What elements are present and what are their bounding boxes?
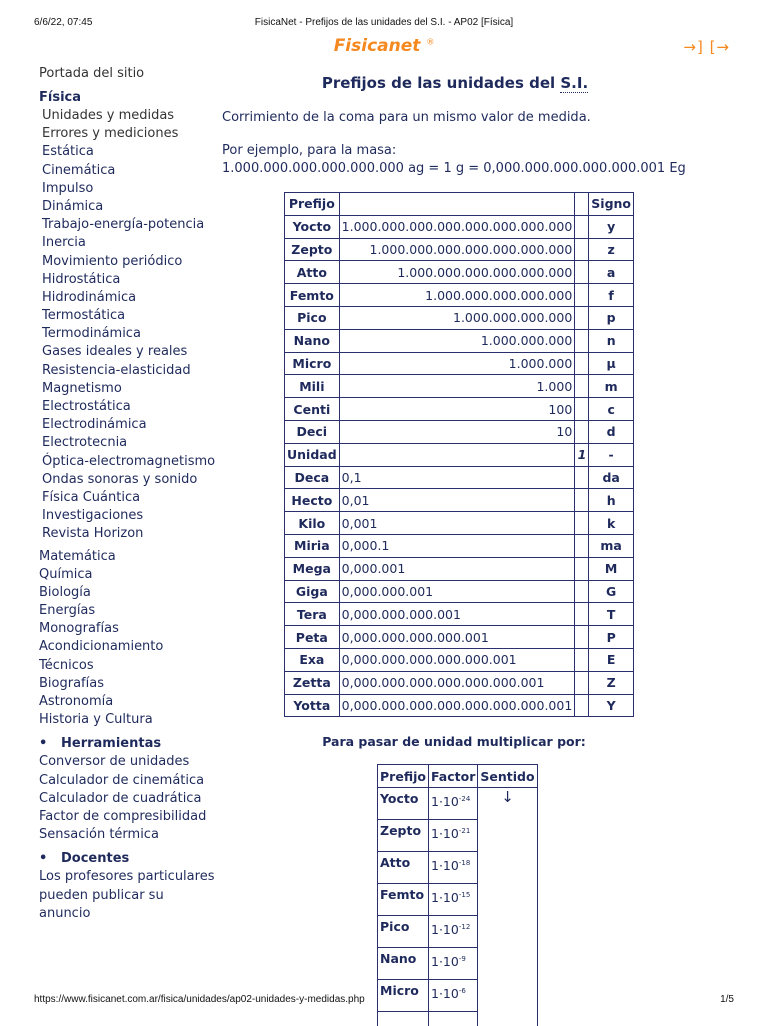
prefix-name: Unidad <box>285 443 340 466</box>
sidebar-item[interactable]: Óptica-electromagnetismo <box>42 453 219 471</box>
sidebar-subject-item[interactable]: Biografías <box>39 675 219 693</box>
factor-base: 1·10 <box>431 922 459 937</box>
table-row <box>285 238 634 261</box>
prefix-value: 1.000.000.000.000 <box>339 306 575 329</box>
sidebar-item[interactable]: Movimiento periódico <box>42 253 219 271</box>
table-row <box>285 626 634 649</box>
sidebar-item[interactable]: Impulso <box>42 180 219 198</box>
tool-link[interactable]: Calculador de cuadrática <box>39 790 219 808</box>
header-prefix: Prefijo <box>285 193 340 216</box>
table-row <box>378 916 538 948</box>
registered-mark: ® <box>426 37 434 46</box>
sidebar-item[interactable]: Unidades y medidas <box>42 107 219 125</box>
site-logo-text: Fisicanet <box>334 36 421 56</box>
prefix-sign: f <box>589 284 634 307</box>
factor-prefix: Micro <box>378 980 429 1012</box>
sidebar-item[interactable]: Revista Horizon <box>42 525 219 543</box>
prefix-name: Hecto <box>285 489 340 512</box>
tools-heading-label: Herramientas <box>61 736 161 751</box>
unit-value <box>575 284 589 307</box>
factor-exponent: -15 <box>459 891 470 899</box>
sidebar-item[interactable]: Hidrodinámica <box>42 289 219 307</box>
factor-table <box>377 764 538 1026</box>
direction-cell <box>478 948 537 980</box>
factor-exponent: -18 <box>459 859 470 867</box>
prefix-value: 1.000.000.000 <box>339 329 575 352</box>
factor-prefix: Nano <box>378 948 429 980</box>
prefix-sign: k <box>589 512 634 535</box>
prefix-name: Yocto <box>285 215 340 238</box>
unit-value <box>575 352 589 375</box>
table-row <box>285 648 634 671</box>
factor-value <box>429 948 478 980</box>
prefix-name: Zetta <box>285 671 340 694</box>
login-icon[interactable] <box>683 38 730 56</box>
unit-value <box>575 694 589 717</box>
sidebar-item[interactable]: Termodinámica <box>42 325 219 343</box>
print-title: FisicaNet - Prefijos de las unidades del S.I. - AP02 [Física] <box>0 17 768 28</box>
prefix-value: 1.000.000.000.000.000.000.000.000 <box>339 215 575 238</box>
prefix-name: Deci <box>285 420 340 443</box>
prefix-name: Mega <box>285 557 340 580</box>
login-icon-glyphs: →] [→ <box>683 38 730 56</box>
unit-value <box>575 261 589 284</box>
sidebar-item[interactable]: Electrostática <box>42 398 219 416</box>
unit-value <box>575 671 589 694</box>
unit-value <box>575 306 589 329</box>
table-row <box>285 420 634 443</box>
factor-value <box>429 852 478 884</box>
sidebar-item[interactable]: Resistencia-elasticidad <box>42 362 219 380</box>
unit-value <box>575 648 589 671</box>
bullet-icon: • <box>39 735 61 753</box>
arrow-down-icon: ↓ <box>480 788 534 806</box>
factor-exponent: -9 <box>459 955 466 963</box>
table-row <box>285 534 634 557</box>
prefix-name: Zepto <box>285 238 340 261</box>
factor-exponent: -12 <box>459 923 470 931</box>
sidebar-item[interactable]: Trabajo-energía-potencia <box>42 216 219 234</box>
prefix-value: 1.000.000.000.000.000.000.000 <box>339 238 575 261</box>
print-url: https://www.fisicanet.com.ar/fisica/unidades/ap02-unidades-y-medidas.php <box>34 994 365 1005</box>
factor-base: 1·10 <box>431 986 459 1001</box>
prefix-value: 100 <box>339 398 575 421</box>
prefix-value: 0,000.000.000.001 <box>339 603 575 626</box>
sidebar-item[interactable]: Gases ideales y reales <box>42 343 219 361</box>
prefix-value: 0,001 <box>339 512 575 535</box>
prefix-sign: T <box>589 603 634 626</box>
unit-value <box>575 215 589 238</box>
unit-value <box>575 512 589 535</box>
table-row <box>285 512 634 535</box>
table-row <box>285 671 634 694</box>
sidebar-item[interactable]: Electrodinámica <box>42 416 219 434</box>
table-row <box>285 306 634 329</box>
factor-value <box>429 916 478 948</box>
prefix-name: Yotta <box>285 694 340 717</box>
table-row <box>378 948 538 980</box>
prefix-value: 0,000.000.000.000.000.000.000.001 <box>339 694 575 717</box>
prefix-sign: Y <box>589 694 634 717</box>
page-title-text: Prefijos de las unidades del <box>322 74 561 92</box>
prefix-sign: ma <box>589 534 634 557</box>
factor-base: 1·10 <box>431 890 459 905</box>
sidebar-subject-item[interactable]: Matemática <box>39 548 219 566</box>
si-abbreviation: S.I. <box>560 74 588 93</box>
prefix-sign: c <box>589 398 634 421</box>
tools-menu <box>39 753 219 844</box>
factor-value <box>429 788 478 820</box>
sidebar-item-home[interactable]: Portada del sitio <box>39 65 219 83</box>
header-value <box>339 193 575 216</box>
direction-cell <box>478 884 537 916</box>
prefix-name: Pico <box>285 306 340 329</box>
prefix-value: 0,000.000.000.000.001 <box>339 626 575 649</box>
header-unit <box>575 193 589 216</box>
prefix-name: Deca <box>285 466 340 489</box>
table-row <box>285 352 634 375</box>
table-row <box>285 284 634 307</box>
table-row <box>378 852 538 884</box>
sidebar-subject-item[interactable]: Historia y Cultura <box>39 711 219 729</box>
prefix-name: Femto <box>285 284 340 307</box>
unit-value <box>575 238 589 261</box>
prefix-value: 10 <box>339 420 575 443</box>
prefix-name: Tera <box>285 603 340 626</box>
prefix-value: 0,000.000.000.000.000.001 <box>339 648 575 671</box>
prefix-sign: z <box>589 238 634 261</box>
unit-value: 1 <box>575 443 589 466</box>
prefix-sign: a <box>589 261 634 284</box>
prefix-name: Micro <box>285 352 340 375</box>
tool-link[interactable]: Factor de compresibilidad <box>39 808 219 826</box>
prefix-sign: - <box>589 443 634 466</box>
prefix-name: Atto <box>285 261 340 284</box>
prefix-value: 0,000.000.001 <box>339 580 575 603</box>
sidebar-item[interactable]: Cinemática <box>42 162 219 180</box>
example-label: Por ejemplo, para la masa: <box>222 143 396 158</box>
header-prefix: Prefijo <box>378 765 429 788</box>
sidebar-subject-item[interactable]: Acondicionamiento <box>39 638 219 656</box>
factor-value <box>429 884 478 916</box>
print-date: 6/6/22, 07:45 <box>34 17 92 28</box>
unit-value <box>575 466 589 489</box>
prefix-table-header <box>285 193 634 216</box>
tool-link[interactable]: Conversor de unidades <box>39 753 219 771</box>
factor-base: 1·10 <box>431 826 459 841</box>
teachers-text[interactable]: Los profesores particulares pueden publicar su anuncio <box>39 868 219 924</box>
factor-value <box>429 820 478 852</box>
sidebar-item[interactable]: Electrotecnia <box>42 434 219 452</box>
factor-prefix: Yocto <box>378 788 429 820</box>
sidebar-item[interactable]: Termostática <box>42 307 219 325</box>
teachers-heading <box>39 850 219 868</box>
factor-base: 1·10 <box>431 794 459 809</box>
tools-heading <box>39 735 219 753</box>
table-row <box>285 603 634 626</box>
table-row <box>285 215 634 238</box>
factor-exponent: -6 <box>459 987 466 995</box>
direction-cell <box>478 788 537 820</box>
prefix-value: 1.000.000.000.000.000 <box>339 284 575 307</box>
factor-base: 1·10 <box>431 954 459 969</box>
tool-link[interactable]: Calculador de cinemática <box>39 772 219 790</box>
header-sign: Signo <box>589 193 634 216</box>
sidebar-item[interactable]: Hidrostática <box>42 271 219 289</box>
sidebar-item[interactable]: Ondas sonoras y sonido <box>42 471 219 489</box>
factor-table-header <box>378 765 538 788</box>
sidebar-item[interactable]: Estática <box>42 143 219 161</box>
unit-value <box>575 420 589 443</box>
prefix-value: 0,1 <box>339 466 575 489</box>
sidebar-item[interactable]: Física Cuántica <box>42 489 219 507</box>
prefix-value: 1.000.000.000.000.000.000 <box>339 261 575 284</box>
prefix-name: Peta <box>285 626 340 649</box>
prefix-sign: µ <box>589 352 634 375</box>
table-row <box>285 375 634 398</box>
factor-exponent: -24 <box>459 795 470 803</box>
sidebar-subject-item[interactable]: Monografías <box>39 620 219 638</box>
prefix-value: 0,000.000.000.000.000.000.001 <box>339 671 575 694</box>
factor-base: 1·10 <box>431 858 459 873</box>
prefix-sign: Z <box>589 671 634 694</box>
table-row <box>378 788 538 820</box>
prefix-sign: m <box>589 375 634 398</box>
factor-prefix: Atto <box>378 852 429 884</box>
unit-value <box>575 329 589 352</box>
prefix-sign: E <box>589 648 634 671</box>
sidebar-item[interactable]: Magnetismo <box>42 380 219 398</box>
prefix-name: Nano <box>285 329 340 352</box>
bullet-icon: • <box>39 850 61 868</box>
prefix-table <box>284 192 634 717</box>
prefix-name: Exa <box>285 648 340 671</box>
unit-value <box>575 489 589 512</box>
site-logo[interactable] <box>0 36 768 56</box>
factor-prefix: Femto <box>378 884 429 916</box>
header-factor: Factor <box>429 765 478 788</box>
table-row <box>285 261 634 284</box>
factor-prefix: Pico <box>378 916 429 948</box>
header-direction: Sentido <box>478 765 537 788</box>
table-row <box>285 557 634 580</box>
unit-value <box>575 557 589 580</box>
sidebar-item[interactable]: Investigaciones <box>42 507 219 525</box>
prefix-sign: p <box>589 306 634 329</box>
table-row <box>378 820 538 852</box>
unit-value <box>575 375 589 398</box>
table-row <box>285 398 634 421</box>
physics-submenu <box>39 107 219 544</box>
prefix-sign: G <box>589 580 634 603</box>
print-header <box>0 17 768 31</box>
unit-value <box>575 626 589 649</box>
sidebar-subject-item[interactable]: Biología <box>39 584 219 602</box>
table-row <box>285 580 634 603</box>
table-row <box>285 329 634 352</box>
subjects-menu <box>39 548 219 730</box>
intro-text: Corrimiento de la coma para un mismo valor de medida. <box>222 110 591 125</box>
prefix-name: Miria <box>285 534 340 557</box>
page-number: 1/5 <box>720 994 734 1005</box>
prefix-name: Centi <box>285 398 340 421</box>
prefix-sign: y <box>589 215 634 238</box>
table-row <box>285 489 634 512</box>
prefix-sign: P <box>589 626 634 649</box>
tool-link[interactable]: Sensación térmica <box>39 826 219 844</box>
table-row <box>285 694 634 717</box>
prefix-value: 0,000.1 <box>339 534 575 557</box>
sidebar-subject-item[interactable]: Astronomía <box>39 693 219 711</box>
page-title <box>222 74 688 92</box>
multiply-title: Para pasar de unidad multiplicar por: <box>284 734 624 749</box>
print-footer <box>0 994 768 1008</box>
prefix-name: Kilo <box>285 512 340 535</box>
sidebar-nav <box>39 65 219 924</box>
prefix-sign: da <box>589 466 634 489</box>
unit-value <box>575 580 589 603</box>
unit-value <box>575 603 589 626</box>
prefix-value <box>339 443 575 466</box>
sidebar-subject-item[interactable]: Química <box>39 566 219 584</box>
table-row <box>285 466 634 489</box>
example-value: 1.000.000.000.000.000.000 ag = 1 g = 0,000.000.000.000.000.001 Eg <box>222 161 686 176</box>
sidebar-item[interactable]: Errores y mediciones <box>42 125 219 143</box>
unit-value <box>575 534 589 557</box>
direction-cell <box>478 916 537 948</box>
prefix-sign: M <box>589 557 634 580</box>
prefix-value: 1.000.000 <box>339 352 575 375</box>
prefix-sign: h <box>589 489 634 512</box>
factor-prefix: Zepto <box>378 820 429 852</box>
prefix-value: 1.000 <box>339 375 575 398</box>
sidebar-item[interactable]: Dinámica <box>42 198 219 216</box>
prefix-sign: d <box>589 420 634 443</box>
prefix-name: Giga <box>285 580 340 603</box>
direction-cell <box>478 852 537 884</box>
sidebar-subject-item[interactable]: Técnicos <box>39 657 219 675</box>
table-row <box>378 884 538 916</box>
sidebar-subject-item[interactable]: Energías <box>39 602 219 620</box>
unit-value <box>575 398 589 421</box>
teachers-heading-label: Docentes <box>61 851 129 866</box>
sidebar-section-physics[interactable]: Física <box>39 89 219 107</box>
factor-exponent: -21 <box>459 827 470 835</box>
prefix-value: 0,01 <box>339 489 575 512</box>
prefix-value: 0,000.001 <box>339 557 575 580</box>
prefix-sign: n <box>589 329 634 352</box>
table-row <box>285 443 634 466</box>
prefix-name: Mili <box>285 375 340 398</box>
sidebar-item[interactable]: Inercia <box>42 234 219 252</box>
direction-cell <box>478 820 537 852</box>
